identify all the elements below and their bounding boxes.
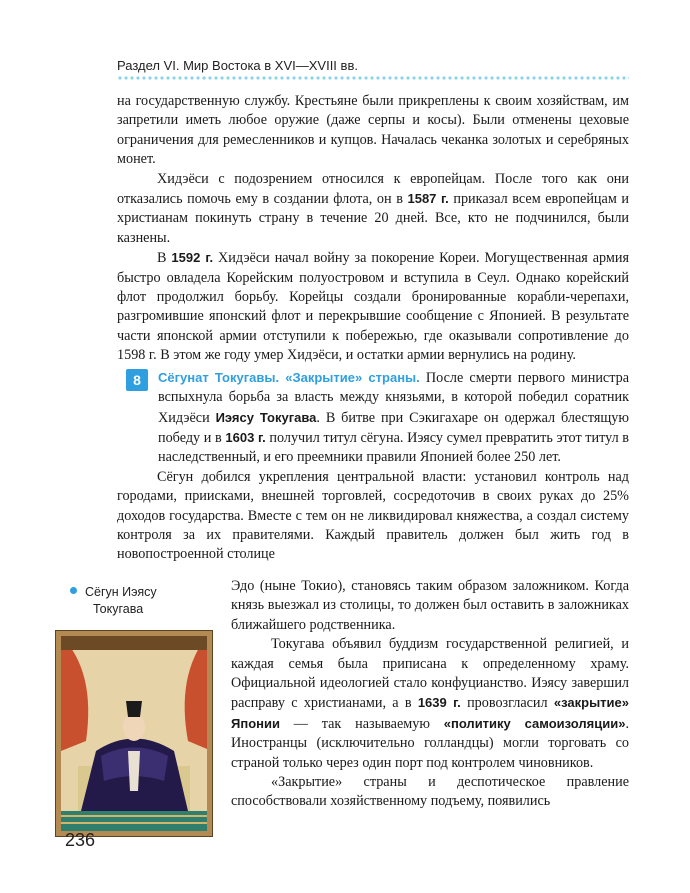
- main-text: [117, 92, 629, 565]
- paragraph-7: «Закрытие» страны и деспотическое правление способствовали хозяйственному подъему, появились: [231, 774, 629, 810]
- portrait-illustration: [56, 631, 212, 836]
- section-title: Сёгунат Токугавы. «Закрытие» страны.: [158, 369, 420, 385]
- paragraph-4: Сёгунат Токугавы. «Закрытие» страны. После смерти первого министра вспыхнула борьба за власть между князьями, в которой победил соратник Хидэёси Иэясу Токугава. В битве при Сэкигахаре он одержал блестящую победу и в 1603 г. получил титул сёгуна. Иэясу сумел превратить этот титул в наследственный, и его преемники правили Японией более 250 лет.: [158, 369, 629, 466]
- caption-bullet-icon: [70, 587, 77, 594]
- header-divider: [117, 76, 629, 80]
- portrait-ieyasu-tokugawa: [55, 630, 213, 837]
- figure-caption: Сёгун Иэясу Токугава: [70, 584, 210, 618]
- year-1603: 1603 г.: [225, 429, 266, 445]
- paragraph-6: Токугава объявил буддизм государственной религией, и каждая семья была приписана к определенному храму. Официальной идеологией стало конфуцианство. Иэясу завершил расправу с христианами, а в 1639 г. провозгласил «закрытие» Японии — так называемую «политику самоизоляции». Иностранцы (исключительно голландцы) могли торговать со страной только через один порт под контролем чиновников.: [231, 636, 629, 771]
- running-header: Раздел VI. Мир Востока в XVI—XVIII вв.: [117, 58, 358, 73]
- lower-text: [231, 577, 629, 812]
- year-1639: 1639 г.: [417, 695, 461, 711]
- paragraph-5: Сёгун добился укрепления центральной власти: установил контроль над городами, приисками, внешней торговлей, сосредоточив в своих руках до 25% доходов государства. Вместе с тем он не ликвидировал княжества, а создал систему контроля за их правителями. Каждый правитель должен был жить год в новопостроенной столице: [117, 468, 629, 563]
- year-1592: 1592 г.: [171, 250, 214, 266]
- section-number-badge: 8: [126, 369, 148, 391]
- section-8: [117, 368, 629, 468]
- page-number: 236: [65, 830, 96, 850]
- paragraph-2: Хидэёси с подозрением относился к европейцам. После того как они отказались помочь ему в создании флота, он в 1587 г. приказал всем европейцам и христианам покинуть страну в течение 20 дней. Все, кто не подчинился, были казнены.: [117, 170, 629, 246]
- term-closure: «закрытие» Японии: [231, 695, 629, 731]
- term-isolation: «политику самоизоляции»: [443, 715, 626, 731]
- paragraph-3: В 1592 г. Хидэёси начал войну за покорение Кореи. Могущественная армия быстро овладела Корейским полуостровом и вступила в Сеул. Однако корейский флот продолжил борьбу. Корейцы создали бронированные корабли-черепахи, разгромившие японский флот и перекрывшие сообщение с Японией. В результате части японской армии отступили к побережью, где оказывали сопротивление до 1598 г. В этом же году умер Хидэёси, и остатки армии вернулись на родину.: [117, 250, 629, 364]
- name-ieyasu: Иэясу Токугава: [215, 409, 317, 425]
- paragraph-1: на государственную службу. Крестьяне были прикреплены к своим хозяйствам, им запретили иметь любое оружие (даже серпы и косы). Были отменены цеховые ограничения для ремесленников и купцов. Началась чеканка золотых и серебряных монет.: [117, 93, 629, 168]
- year-1587: 1587 г.: [407, 191, 449, 207]
- paragraph-5-continued: Эдо (ныне Токио), становясь таким образом заложником. Когда князь выезжал из столицы, то должен был оставить в заложниках ближайшего родственника.: [231, 578, 629, 633]
